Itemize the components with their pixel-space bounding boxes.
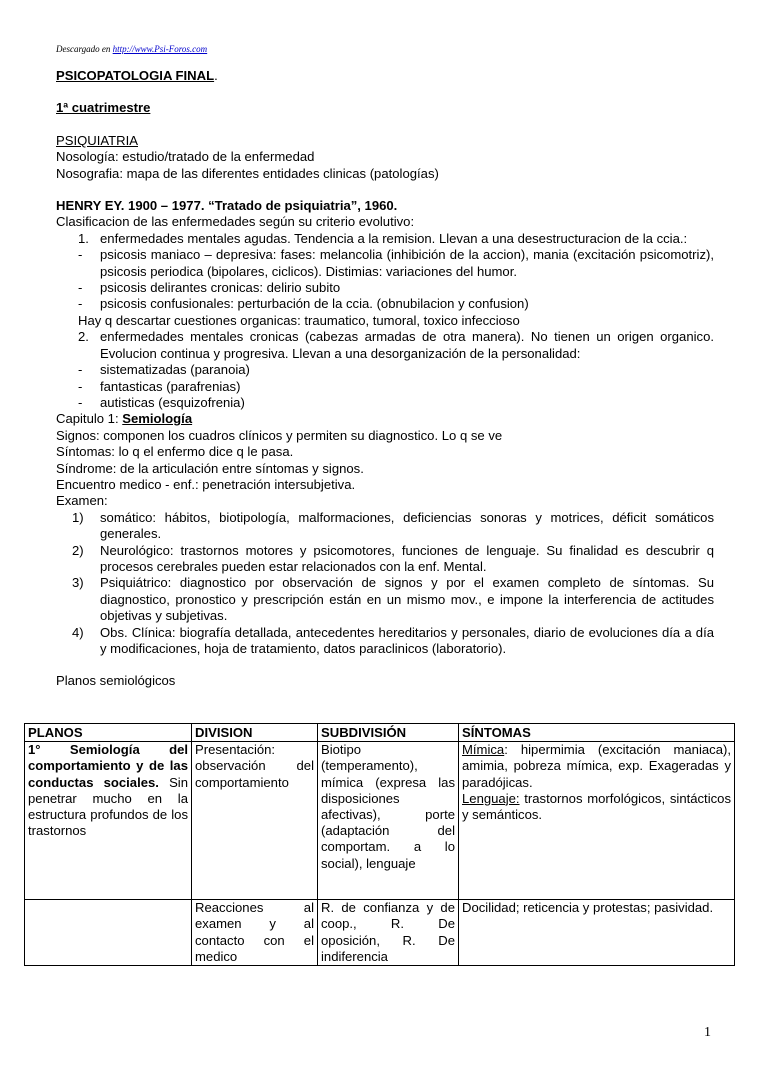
- definition-line: Síntomas: lo q el enfermo dice q le pasa.: [56, 444, 294, 460]
- list-item: - fantasticas (parafrenias): [78, 378, 241, 394]
- definition-line: Nosología: estudio/tratado de la enfermedad: [56, 149, 315, 165]
- table-cell-sintomas: Docilidad; reticencia y protestas; pasividad.: [459, 900, 735, 966]
- download-source-line: [56, 44, 207, 55]
- definition-line: Síndrome: de la articulación entre síntomas y signos.: [56, 460, 364, 476]
- list-item: - psicosis confusionales: perturbación de la ccia. (obnubilacion y confusion): [78, 296, 529, 312]
- source-link[interactable]: http://www.Psi-Foros.com: [112, 44, 208, 54]
- list-item: - autisticas (esquizofrenia): [78, 394, 245, 410]
- definition-line: Nosografia: mapa de las diferentes entidades clinicas (patologías): [56, 165, 439, 181]
- list-item: 1. enfermedades mentales agudas. Tendencia a la remision. Llevan a una desestructuracion de la ccia.:: [78, 230, 688, 246]
- document-body: [56, 68, 714, 690]
- henry-ey-heading: HENRY EY. 1900 – 1977. “Tratado de psiquiatria”, 1960.: [56, 198, 398, 214]
- definition-line: Encuentro medico - enf.: penetración intersubjetiva.: [56, 476, 356, 492]
- list-item: - psicosis delirantes cronicas: delirio subito: [78, 280, 341, 296]
- list-item: 2. enfermedades mentales cronicas (cabezas armadas de otra manera). No tienen un origen organico. Evolucion continua y progresiva. Llevan a una desorganización de la personalidad:: [78, 329, 714, 361]
- section-heading-psiquiatria: PSIQUIATRIA: [56, 132, 138, 148]
- list-item: - psicosis maniaco – depresiva: fases: melancolia (inhibición de la accion), mania (excitación psicomotriz), psicosis periodica (bipolares, ciclicos). Distimias: variaciones del humor.: [78, 247, 714, 279]
- exam-item: 2) Neurológico: trastornos motores y psicomotores, funciones de lenguaje. Su finalidad es descubrir q procesos cerebrales pueden estar relacionados con la enf. Mental.: [72, 542, 714, 574]
- note-line: Hay q descartar cuestiones organicas: traumatico, tumoral, toxico infeccioso: [78, 312, 520, 328]
- table-row: [25, 900, 735, 966]
- table-header-cell: SÍNTOMAS: [459, 724, 735, 742]
- definition-line: Examen:: [56, 493, 108, 509]
- download-prefix: Descargado en: [56, 44, 113, 54]
- classification-intro: Clasificacion de las enfermedades según su criterio evolutivo:: [56, 214, 415, 230]
- page-number: 1: [704, 1025, 711, 1040]
- table-cell-sintomas: Mímica: hipermimia (excitación maniaca), amimia, pobreza mímica, exp. Exageradas y paradójicas. Lenguaje: trastornos morfológicos, sintácticos y semánticos.: [459, 742, 735, 900]
- table-cell-plano: 1° Semiología del comportamiento y de las conductas sociales. Sin penetrar mucho en la estructura profundos de los trastornos: [25, 742, 192, 900]
- table-row: [25, 742, 735, 900]
- table-cell-division: Presentación: observación del comportamiento: [192, 742, 318, 900]
- document-title: PSICOPATOLOGIA FINAL.: [56, 68, 218, 83]
- capitulo-heading: Capitulo 1: Semiología: [56, 411, 193, 427]
- document-subtitle: 1ª cuatrimestre: [56, 100, 151, 116]
- table-header-cell: SUBDIVISIÓN: [318, 724, 459, 742]
- planos-label: Planos semiológicos: [56, 673, 176, 689]
- exam-item: 1) somático: hábitos, biotipología, malformaciones, deficiencias sonoras y motrices, déficit somáticos generales.: [72, 509, 714, 542]
- table-cell-subdivision: R. de confianza y de coop., R. De oposición, R. De indiferencia: [318, 900, 459, 966]
- definition-line: Signos: componen los cuadros clínicos y permiten su diagnostico. Lo q se ve: [56, 427, 503, 443]
- table-cell-plano: [25, 900, 192, 966]
- table-header-cell: PLANOS: [25, 724, 192, 742]
- table-header-row: [25, 724, 735, 742]
- list-item: - sistematizadas (paranoia): [78, 362, 250, 378]
- exam-item: 3) Psiquiátrico: diagnostico por observación de signos y por el examen completo de síntomas. Su diagnostico, pronostico y prescripción están en un mismo mov., e impone la interferencia de actitudes objetivas y subjetivas.: [72, 575, 714, 624]
- exam-item: 4) Obs. Clínica: biografía detallada, antecedentes hereditarios y personales, diario de evoluciones día a día y modificaciones, hoja de tratamiento, datos paraclinicos (laboratorio).: [72, 624, 714, 656]
- table-cell-subdivision: Biotipo (temperamento), mímica (expresa las disposiciones afectivas), porte (adaptación del comportam. a lo social), lenguaje: [318, 742, 459, 900]
- table-header-cell: DIVISION: [192, 724, 318, 742]
- planos-table: [24, 723, 735, 966]
- table-cell-division: Reacciones al examen y al contacto con el medico: [192, 900, 318, 966]
